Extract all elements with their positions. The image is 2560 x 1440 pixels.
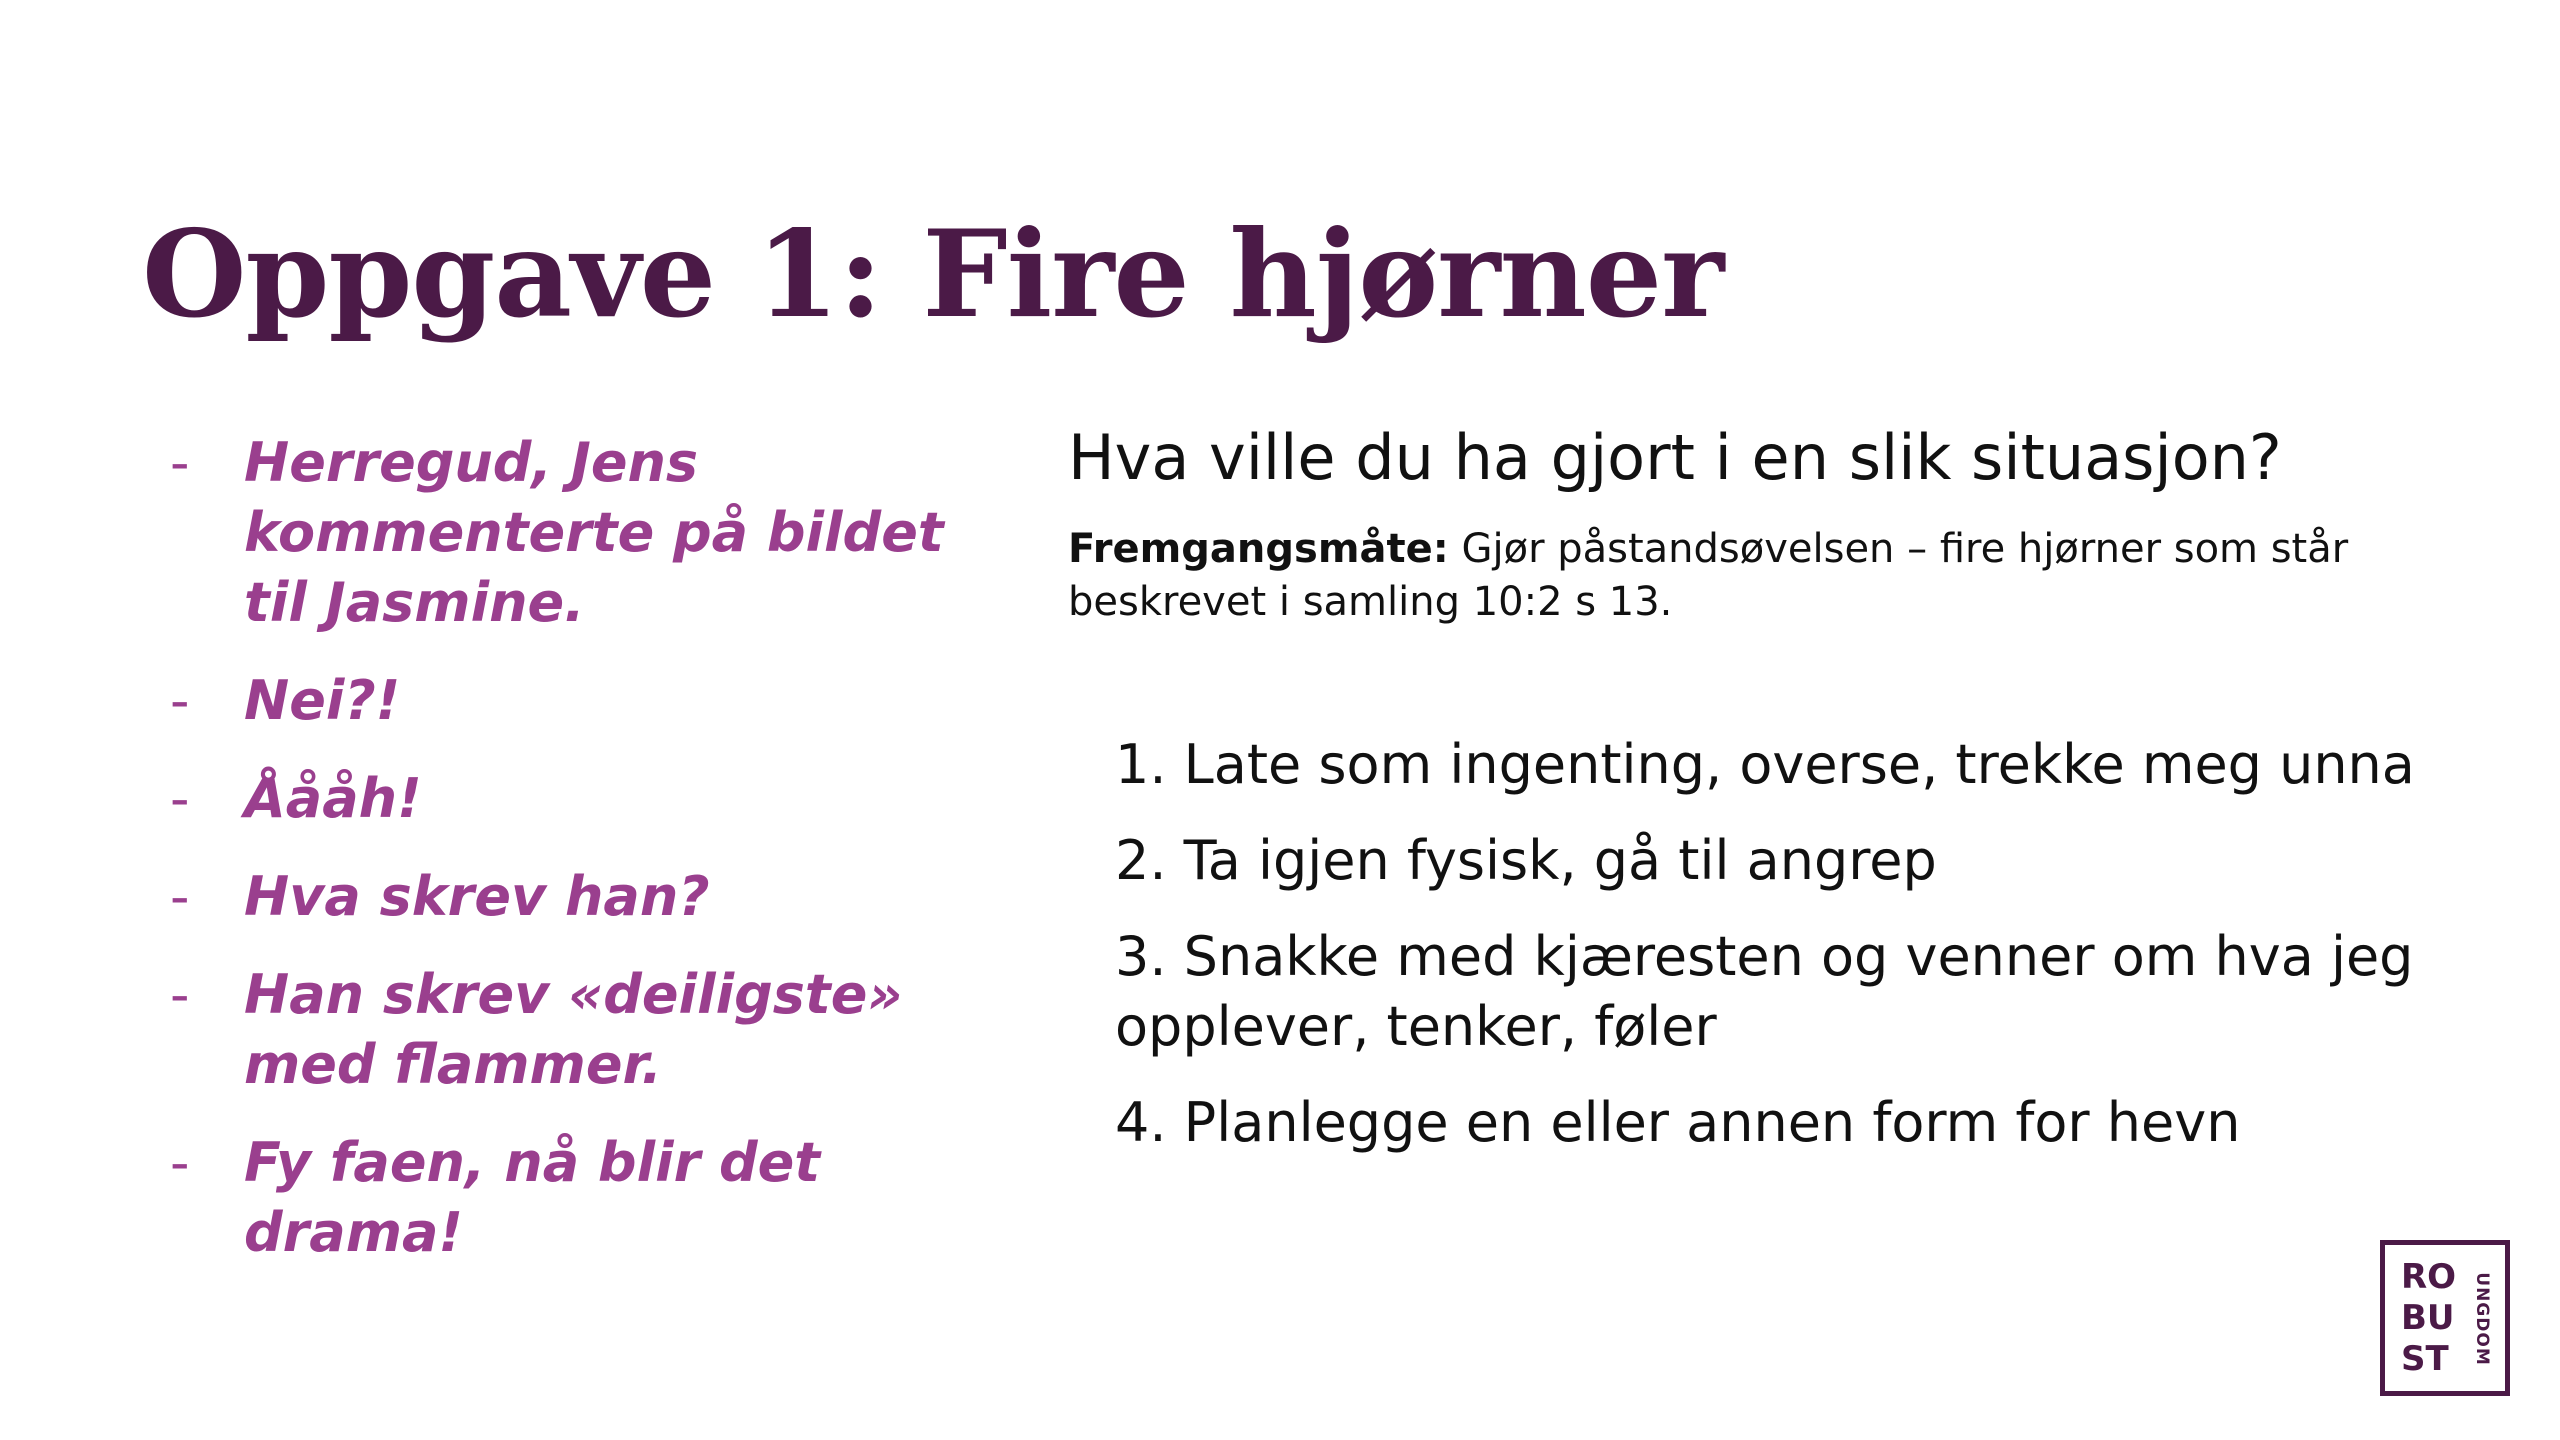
option-item: 2. Ta igjen fysisk, gå til angrep bbox=[1115, 829, 1937, 892]
method-text: Gjør påstandsøvelsen – fire hjørner som står beskrevet i samling 10:2 s 13. bbox=[1068, 526, 2349, 625]
slide-title: Oppgave 1: Fire hjørner bbox=[142, 204, 1724, 345]
dash-bullet: - bbox=[170, 865, 190, 928]
logo-line: ST bbox=[2401, 1339, 2449, 1379]
quote-list bbox=[170, 428, 1020, 1296]
option-item: 1. Late som ingenting, overse, trekke meg unna bbox=[1115, 733, 2415, 796]
quote-item bbox=[170, 1128, 1020, 1268]
method-label: Fremgangsmåte: bbox=[1068, 526, 1449, 572]
quote-item bbox=[170, 764, 1020, 834]
dash-bullet: - bbox=[170, 669, 190, 732]
quote-text: Hva skrev han? bbox=[244, 865, 710, 928]
quote-item bbox=[170, 862, 1020, 932]
quote-text: Herregud, Jens kommenterte på bildet til Jasmine. bbox=[244, 431, 944, 634]
option-item: 3. Snakke med kjæresten og venner om hva jeg opplever, tenker, føler bbox=[1115, 925, 2414, 1058]
logo-line: RO bbox=[2401, 1257, 2457, 1297]
dash-bullet: - bbox=[170, 431, 190, 494]
quote-text: Nei?! bbox=[244, 669, 401, 732]
quote-item bbox=[170, 666, 1020, 736]
quote-text: Fy faen, nå blir det drama! bbox=[244, 1131, 821, 1264]
dash-bullet: - bbox=[170, 767, 190, 830]
robust-ungdom-logo bbox=[2380, 1240, 2510, 1396]
options-list bbox=[1115, 730, 2455, 1184]
question-heading: Hva ville du ha gjort i en slik situasjon? bbox=[1068, 421, 2282, 494]
logo-line: BU bbox=[2401, 1298, 2455, 1338]
quote-item bbox=[170, 428, 1020, 638]
quote-item bbox=[170, 960, 1020, 1100]
logo-side-text: UNGDOM bbox=[2472, 1272, 2492, 1366]
dash-bullet: - bbox=[170, 963, 190, 1026]
quote-text: Åååh! bbox=[244, 767, 422, 830]
dash-bullet: - bbox=[170, 1131, 190, 1194]
option-item: 4. Planlegge en eller annen form for hevn bbox=[1115, 1091, 2241, 1154]
quote-text: Han skrev «deiligste» med flammer. bbox=[244, 963, 903, 1096]
logo-letters bbox=[2401, 1257, 2456, 1380]
method-paragraph bbox=[1068, 523, 2358, 629]
